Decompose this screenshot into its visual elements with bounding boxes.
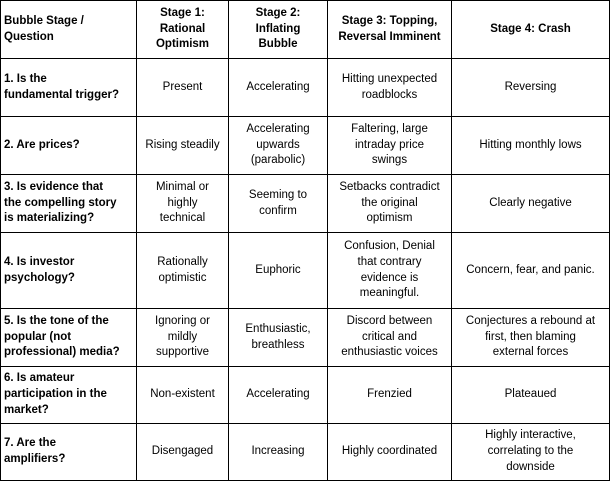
table-row <box>1 233 610 309</box>
question-cell: 5. Is the tone of the popular (not professional) media? <box>1 309 137 367</box>
stage-1-cell: Disengaged <box>137 424 229 481</box>
header-stage-4: Stage 4: Crash <box>452 1 610 59</box>
header-row <box>1 1 610 59</box>
stage-4-cell: Conjectures a rebound at first, then blaming external forces <box>452 309 610 367</box>
stage-4-cell: Reversing <box>452 59 610 117</box>
stage-2-cell: Euphoric <box>229 233 328 309</box>
stage-4-cell: Concern, fear, and panic. <box>452 233 610 309</box>
stage-2-cell: Accelerating upwards (parabolic) <box>229 117 328 175</box>
table-row <box>1 424 610 481</box>
stage-2-cell: Seeming to confirm <box>229 175 328 233</box>
question-cell: 3. Is evidence that the compelling story is materializing? <box>1 175 137 233</box>
stage-4-cell: Plateaued <box>452 367 610 424</box>
question-cell: 4. Is investor psychology? <box>1 233 137 309</box>
table-row <box>1 59 610 117</box>
stage-3-cell: Hitting unexpected roadblocks <box>328 59 452 117</box>
stage-1-cell: Ignoring or mildly supportive <box>137 309 229 367</box>
stage-3-cell: Confusion, Denial that contrary evidence is meaningful. <box>328 233 452 309</box>
header-question: Bubble Stage / Question <box>1 1 137 59</box>
stage-1-cell: Minimal or highly technical <box>137 175 229 233</box>
stage-3-cell: Discord between critical and enthusiastic voices <box>328 309 452 367</box>
table-row <box>1 309 610 367</box>
stage-2-cell: Increasing <box>229 424 328 481</box>
stage-1-cell: Present <box>137 59 229 117</box>
stage-3-cell: Setbacks contradict the original optimism <box>328 175 452 233</box>
table-row <box>1 175 610 233</box>
stage-1-cell: Non-existent <box>137 367 229 424</box>
question-cell: 1. Is the fundamental trigger? <box>1 59 137 117</box>
stage-3-cell: Frenzied <box>328 367 452 424</box>
question-cell: 2. Are prices? <box>1 117 137 175</box>
table-row <box>1 117 610 175</box>
stage-4-cell: Clearly negative <box>452 175 610 233</box>
stage-2-cell: Accelerating <box>229 59 328 117</box>
stage-3-cell: Faltering, large intraday price swings <box>328 117 452 175</box>
header-stage-2: Stage 2: Inflating Bubble <box>229 1 328 59</box>
header-stage-1: Stage 1: Rational Optimism <box>137 1 229 59</box>
table-row <box>1 367 610 424</box>
question-cell: 7. Are the amplifiers? <box>1 424 137 481</box>
stage-3-cell: Highly coordinated <box>328 424 452 481</box>
stage-1-cell: Rising steadily <box>137 117 229 175</box>
stage-1-cell: Rationally optimistic <box>137 233 229 309</box>
question-cell: 6. Is amateur participation in the market? <box>1 367 137 424</box>
stage-4-cell: Highly interactive, correlating to the downside <box>452 424 610 481</box>
header-stage-3: Stage 3: Topping, Reversal Imminent <box>328 1 452 59</box>
stage-2-cell: Accelerating <box>229 367 328 424</box>
stage-4-cell: Hitting monthly lows <box>452 117 610 175</box>
stage-2-cell: Enthusiastic, breathless <box>229 309 328 367</box>
